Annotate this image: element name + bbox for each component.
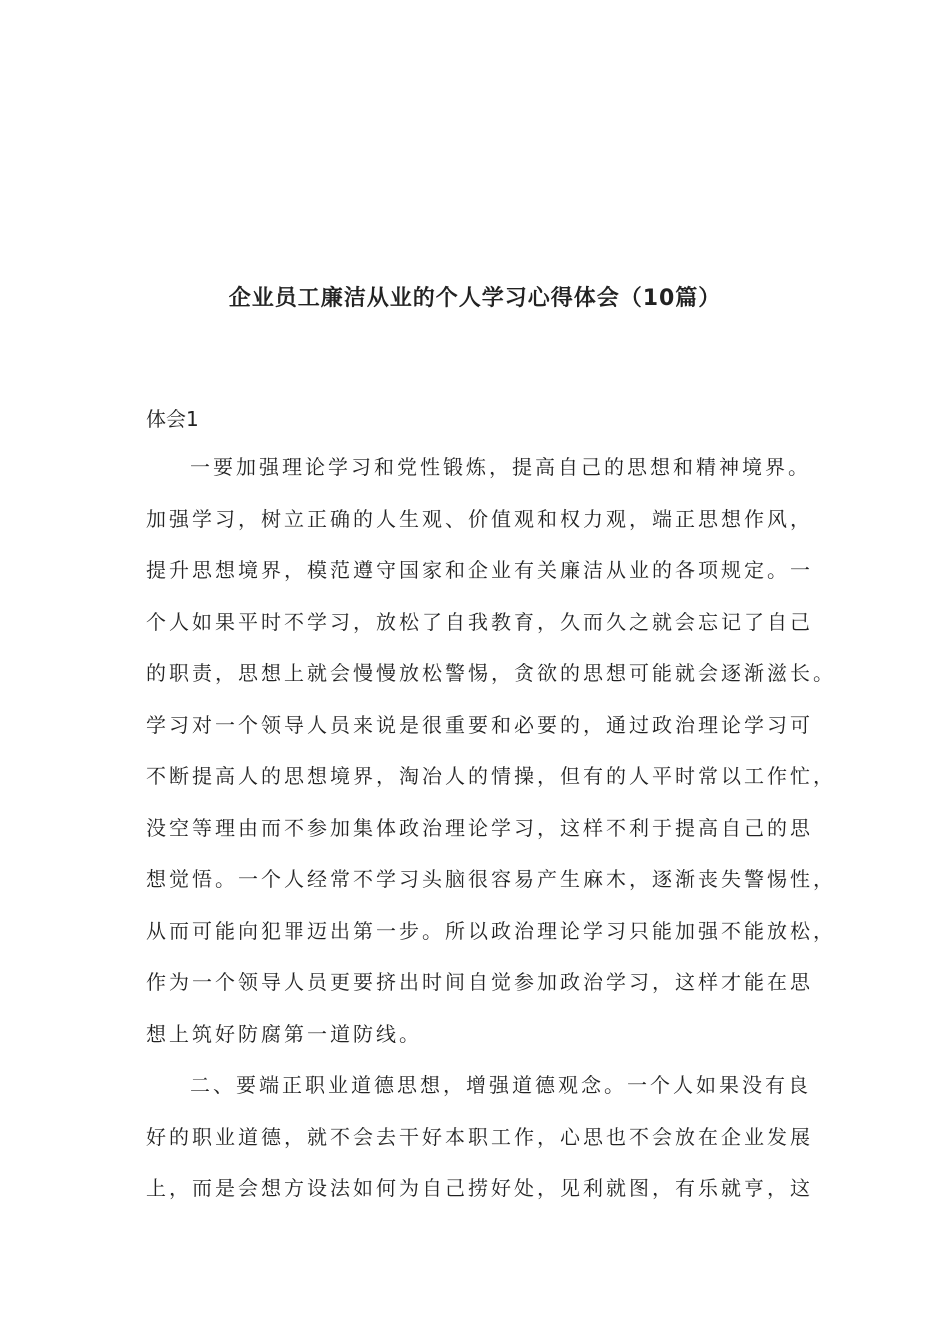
body-line: 从而可能向犯罪迈出第一步。所以政治理论学习只能加强不能放松， [146,918,836,943]
body-line: 不断提高人的思想境界，淘冶人的情操，但有的人平时常以工作忙， [146,764,836,788]
body-line: 学习对一个领导人员来说是很重要和必要的，通过政治理论学习可 [146,712,813,737]
document-body [146,452,836,1225]
body-line: 作为一个领导人员更要挤出时间自觉参加政治学习，这样才能在思 [146,970,813,994]
body-line: 一要加强理论学习和党性锻炼，提高自己的思想和精神境界。 [190,455,811,479]
body-line: 想上筑好防腐第一道防线。 [146,1021,422,1046]
section-heading: 体会1 [146,407,199,431]
body-line: 加强学习，树立正确的人生观、价值观和权力观，端正思想作风， [146,506,813,531]
body-line: 好的职业道德，就不会去干好本职工作，心思也不会放在企业发展 [146,1124,813,1149]
body-line: 个人如果平时不学习，放松了自我教育，久而久之就会忘记了自己 [146,609,813,634]
document-title: 企业员工廉洁从业的个人学习心得体会（10篇） [228,286,722,311]
body-line: 提升思想境界，模范遵守国家和企业有关廉洁从业的各项规定。一 [146,558,813,582]
body-line: 没空等理由而不参加集体政治理论学习，这样不利于提高自己的思 [146,815,813,840]
body-line: 的职责，思想上就会慢慢放松警惕，贪欲的思想可能就会逐渐滋长。 [146,661,836,685]
body-line: 想觉悟。一个人经常不学习头脑很容易产生麻木，逐渐丧失警惕性， [146,867,836,891]
body-line: 上，而是会想方设法如何为自己捞好处，见利就图，有乐就亨，这 [146,1176,813,1200]
body-line: 二、要端正职业道德思想，增强道德观念。一个人如果没有良 [190,1073,811,1097]
